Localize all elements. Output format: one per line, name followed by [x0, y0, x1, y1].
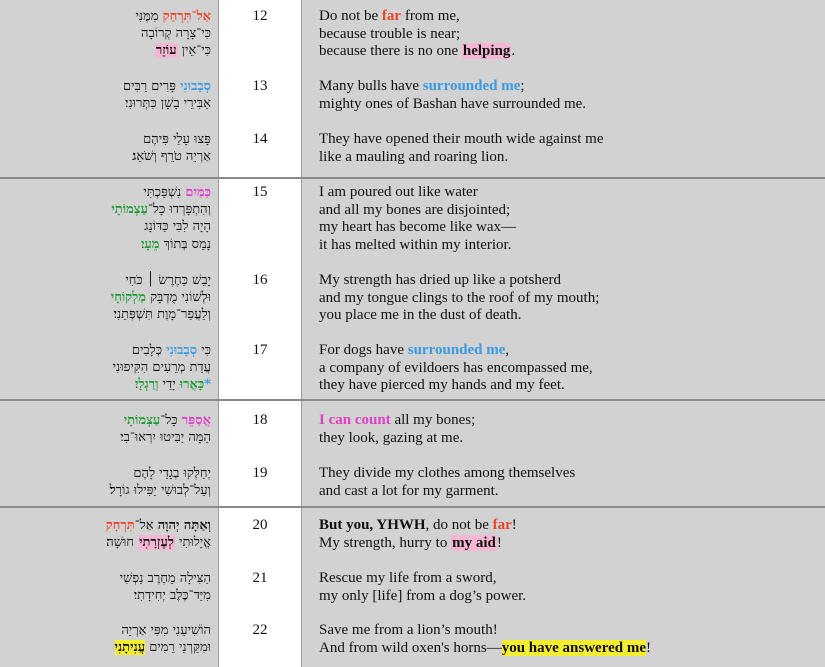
- hebrew-line: הוֹשִׁיעֵנִי מִפִּי אַרְיֵה: [121, 623, 211, 638]
- hebrew-highlight-jaws: מַלְקוֹחָי: [110, 290, 146, 306]
- verse-number: 12: [252, 8, 268, 24]
- hebrew-verse-17: כִּי סְבָבוּנִי כְּלָבִים עֲדַת מְרֵעִים הִקִּיפוּנִי *כָּאֲרוּ יָדַי וְרַגְלָי: [6, 342, 211, 394]
- verse-number: 13: [252, 78, 268, 94]
- english-line: they look, gazing at me.: [319, 429, 464, 446]
- column-divider: [301, 0, 302, 667]
- highlight-surrounded-me: surrounded me: [422, 78, 521, 94]
- highlight-my-aid: my aid: [452, 534, 496, 551]
- english-line: and all my bones are disjointed;: [319, 201, 511, 218]
- english-line: I am poured out like water: [319, 184, 478, 200]
- highlight-i-can-count: I can count: [319, 412, 391, 428]
- highlight-you-have-answered-me: you have answered me: [501, 639, 647, 656]
- hebrew-asterisk: *: [204, 377, 211, 393]
- hebrew-verse-12: אַל־תִּרְחַק מִמֶּנִּי כִּי־צָרָה קְרוֹבָה כִּי־אֵין עוֹזֵר: [6, 8, 211, 60]
- hebrew-line: מִיַּד־כֶּלֶב יְחִידָתִי׃: [133, 588, 211, 604]
- english-line: and cast a lot for my garment.: [319, 482, 499, 499]
- hebrew-highlight-far: אַל־תִּרְחַק: [162, 9, 211, 24]
- hebrew-verse-18: אֲסַפֵּר כָּל־עַצְמוֹתָי הֵמָּה יַבִּיטוּ יִרְאוּ־בִי׃: [6, 412, 211, 446]
- hebrew-line: יְחַלְּקוּ בְגָדַי לָהֶם: [133, 466, 211, 481]
- hebrew-line: הַצִּילָה מֵחֶרֶב נַפְשִׁי: [119, 571, 211, 586]
- english-line: it has melted within my interior.: [319, 236, 512, 253]
- hebrew-line: יָבֵשׁ כַּחֶרֶשׂ ׀ כֹּחִי: [125, 273, 211, 288]
- highlight-far: far: [492, 517, 512, 533]
- hebrew-verse-16: יָבֵשׁ כַּחֶרֶשׂ ׀ כֹּחִי וּלְשׁוֹנִי מֻדְבָּק מַלְקוֹחָי וְלַעֲפַר־מָוֶת תִּשְׁפְּתֵנִי׃: [6, 272, 211, 324]
- hebrew-verse-13: סְבָבוּנִי פָּרִים רַבִּים אַבִּירֵי בָשָׁן כִּתְּרוּנִי׃: [6, 78, 211, 112]
- hebrew-but-you-yhwh: וְאַתָּה יְהוָה: [157, 518, 211, 533]
- verse-number: 19: [252, 465, 268, 481]
- hebrew-line: וְעַל־לְבוּשִׁי יַפִּילוּ גוֹרָל׃: [109, 483, 211, 499]
- hebrew-highlight-count: אֲסַפֵּר: [181, 413, 211, 428]
- hebrew-line: עֲדַת מְרֵעִים הִקִּיפוּנִי: [112, 360, 211, 376]
- english-verse-14: [319, 131, 819, 166]
- hebrew-highlight-helping: עוֹזֵר: [155, 43, 177, 59]
- verse-number: 21: [252, 570, 268, 586]
- english-line: Rescue my life from a sword,: [319, 570, 497, 586]
- english-verse-13: Many bulls have surrounded me; mighty ones of Bashan have surrounded me.: [319, 78, 819, 113]
- highlight-far: far: [381, 8, 402, 24]
- highlight-helping: helping: [462, 43, 511, 60]
- hebrew-line: הָיָה לִבִּי כַּדּוֹנָג: [144, 219, 211, 235]
- english-line: a company of evildoers has encompassed me,: [319, 359, 593, 376]
- hebrew-highlight-water: כַּמַּיִם: [185, 185, 211, 200]
- hebrew-verse-15: כַּמַּיִם נִשְׁפַּכְתִּי וְהִתְפָּרְדוּ כָּל־עַצְמוֹתָי הָיָה לִבִּי כַּדּוֹנָג נָמֵס בְּתוֹךְ מֵעָי: [6, 184, 211, 253]
- highlight-but-you-yhwh: But you, YHWH: [319, 517, 426, 533]
- hebrew-highlight-pierced: כָּאֲרוּ: [179, 377, 205, 393]
- hebrew-highlight-bones: עַצְמוֹתָי: [123, 413, 161, 428]
- hebrew-highlight-surrounded: סְבָבוּנִי: [166, 343, 198, 358]
- english-verse-19: [319, 465, 819, 500]
- section-divider: [0, 399, 825, 401]
- hebrew-line: פָּצוּ עָלַי פִּיהֶם: [143, 132, 211, 147]
- verse-number: 15: [252, 184, 268, 200]
- english-line: my only [life] from a dog’s power.: [319, 587, 527, 604]
- section-divider: [0, 177, 825, 179]
- verse-number: 16: [252, 272, 268, 288]
- english-verse-18: I can count all my bones; they look, gazing at me.: [319, 412, 819, 447]
- english-verse-15: [319, 184, 819, 254]
- english-line: Save me from a lion’s mouth!: [319, 622, 498, 638]
- hebrew-highlight-feet: וְרַגְלָי: [134, 377, 159, 393]
- verse-number: 22: [252, 622, 268, 638]
- verse-number: 18: [252, 412, 268, 428]
- hebrew-line: כִּי־צָרָה קְרוֹבָה: [141, 26, 211, 42]
- english-verse-22: Save me from a lion’s mouth! And from wild oxen's horns—you have answered me!: [319, 622, 819, 657]
- hebrew-highlight-interior: מֵעָי: [141, 236, 160, 252]
- english-line: like a mauling and roaring lion.: [319, 148, 509, 165]
- hebrew-verse-21: [6, 570, 211, 604]
- english-line: They have opened their mouth wide against me: [319, 131, 604, 147]
- hebrew-verse-20: וְאַתָּה יְהוָה אַל־תִּרְחָק אֱיָלוּתִי לְעֶזְרָתִי חוּשָׁה׃: [105, 518, 211, 551]
- section-divider: [0, 506, 825, 508]
- verse-number: 20: [252, 517, 268, 533]
- english-verse-16: [319, 272, 819, 325]
- hebrew-line: אַרְיֵה טֹרֵף וְשֹׁאֵג׃: [132, 149, 211, 165]
- column-divider: [218, 0, 219, 667]
- english-verse-20: But you, YHWH, do not be far! My strength, hurry to my aid!: [319, 517, 517, 551]
- english-verse-21: [319, 570, 819, 605]
- english-verse-12: Do not be far from me, because trouble is near; because there is no one helping.: [319, 8, 819, 61]
- hebrew-line: הֵמָּה יַבִּיטוּ יִרְאוּ־בִי׃: [120, 430, 211, 446]
- english-line: mighty ones of Bashan have surrounded me.: [319, 95, 587, 112]
- english-line: My strength has dried up like a potsherd: [319, 272, 562, 288]
- english-verse-17: For dogs have surrounded me, a company of evildoers has encompassed me, they have pierced my hands and my feet.: [319, 342, 819, 395]
- verse-number: 17: [252, 342, 268, 358]
- english-line: They divide my clothes among themselves: [319, 465, 576, 481]
- hebrew-line: וְלַעֲפַר־מָוֶת תִּשְׁפְּתֵנִי׃: [113, 307, 211, 323]
- verse-number: 14: [252, 131, 268, 147]
- english-line: and my tongue clings to the roof of my mouth;: [319, 289, 600, 306]
- english-line: they have pierced my hands and my feet.: [319, 377, 565, 394]
- hebrew-highlight-far: תִּרְחָק: [105, 518, 135, 533]
- english-line: because trouble is near;: [319, 25, 461, 42]
- hebrew-highlight-bones: עַצְמוֹתָי: [111, 202, 148, 218]
- hebrew-highlight-my-aid: לְעֶזְרָתִי: [139, 535, 174, 551]
- english-line: you place me in the dust of death.: [319, 307, 522, 324]
- highlight-surrounded-me: surrounded me: [407, 342, 506, 358]
- hebrew-highlight-surrounded: סְבָבוּנִי: [180, 79, 211, 94]
- hebrew-verse-14: [6, 131, 211, 165]
- english-line: my heart has become like wax—: [319, 219, 517, 236]
- hebrew-line: אַבִּירֵי בָשָׁן כִּתְּרוּנִי׃: [125, 96, 211, 112]
- hebrew-verse-22: הוֹשִׁיעֵנִי מִפִּי אַרְיֵה וּמִקַּרְנֵי רֵמִים עֲנִיתָנִי: [6, 622, 211, 656]
- hebrew-highlight-answered: עֲנִיתָנִי: [114, 640, 146, 656]
- hebrew-verse-19: [6, 465, 211, 499]
